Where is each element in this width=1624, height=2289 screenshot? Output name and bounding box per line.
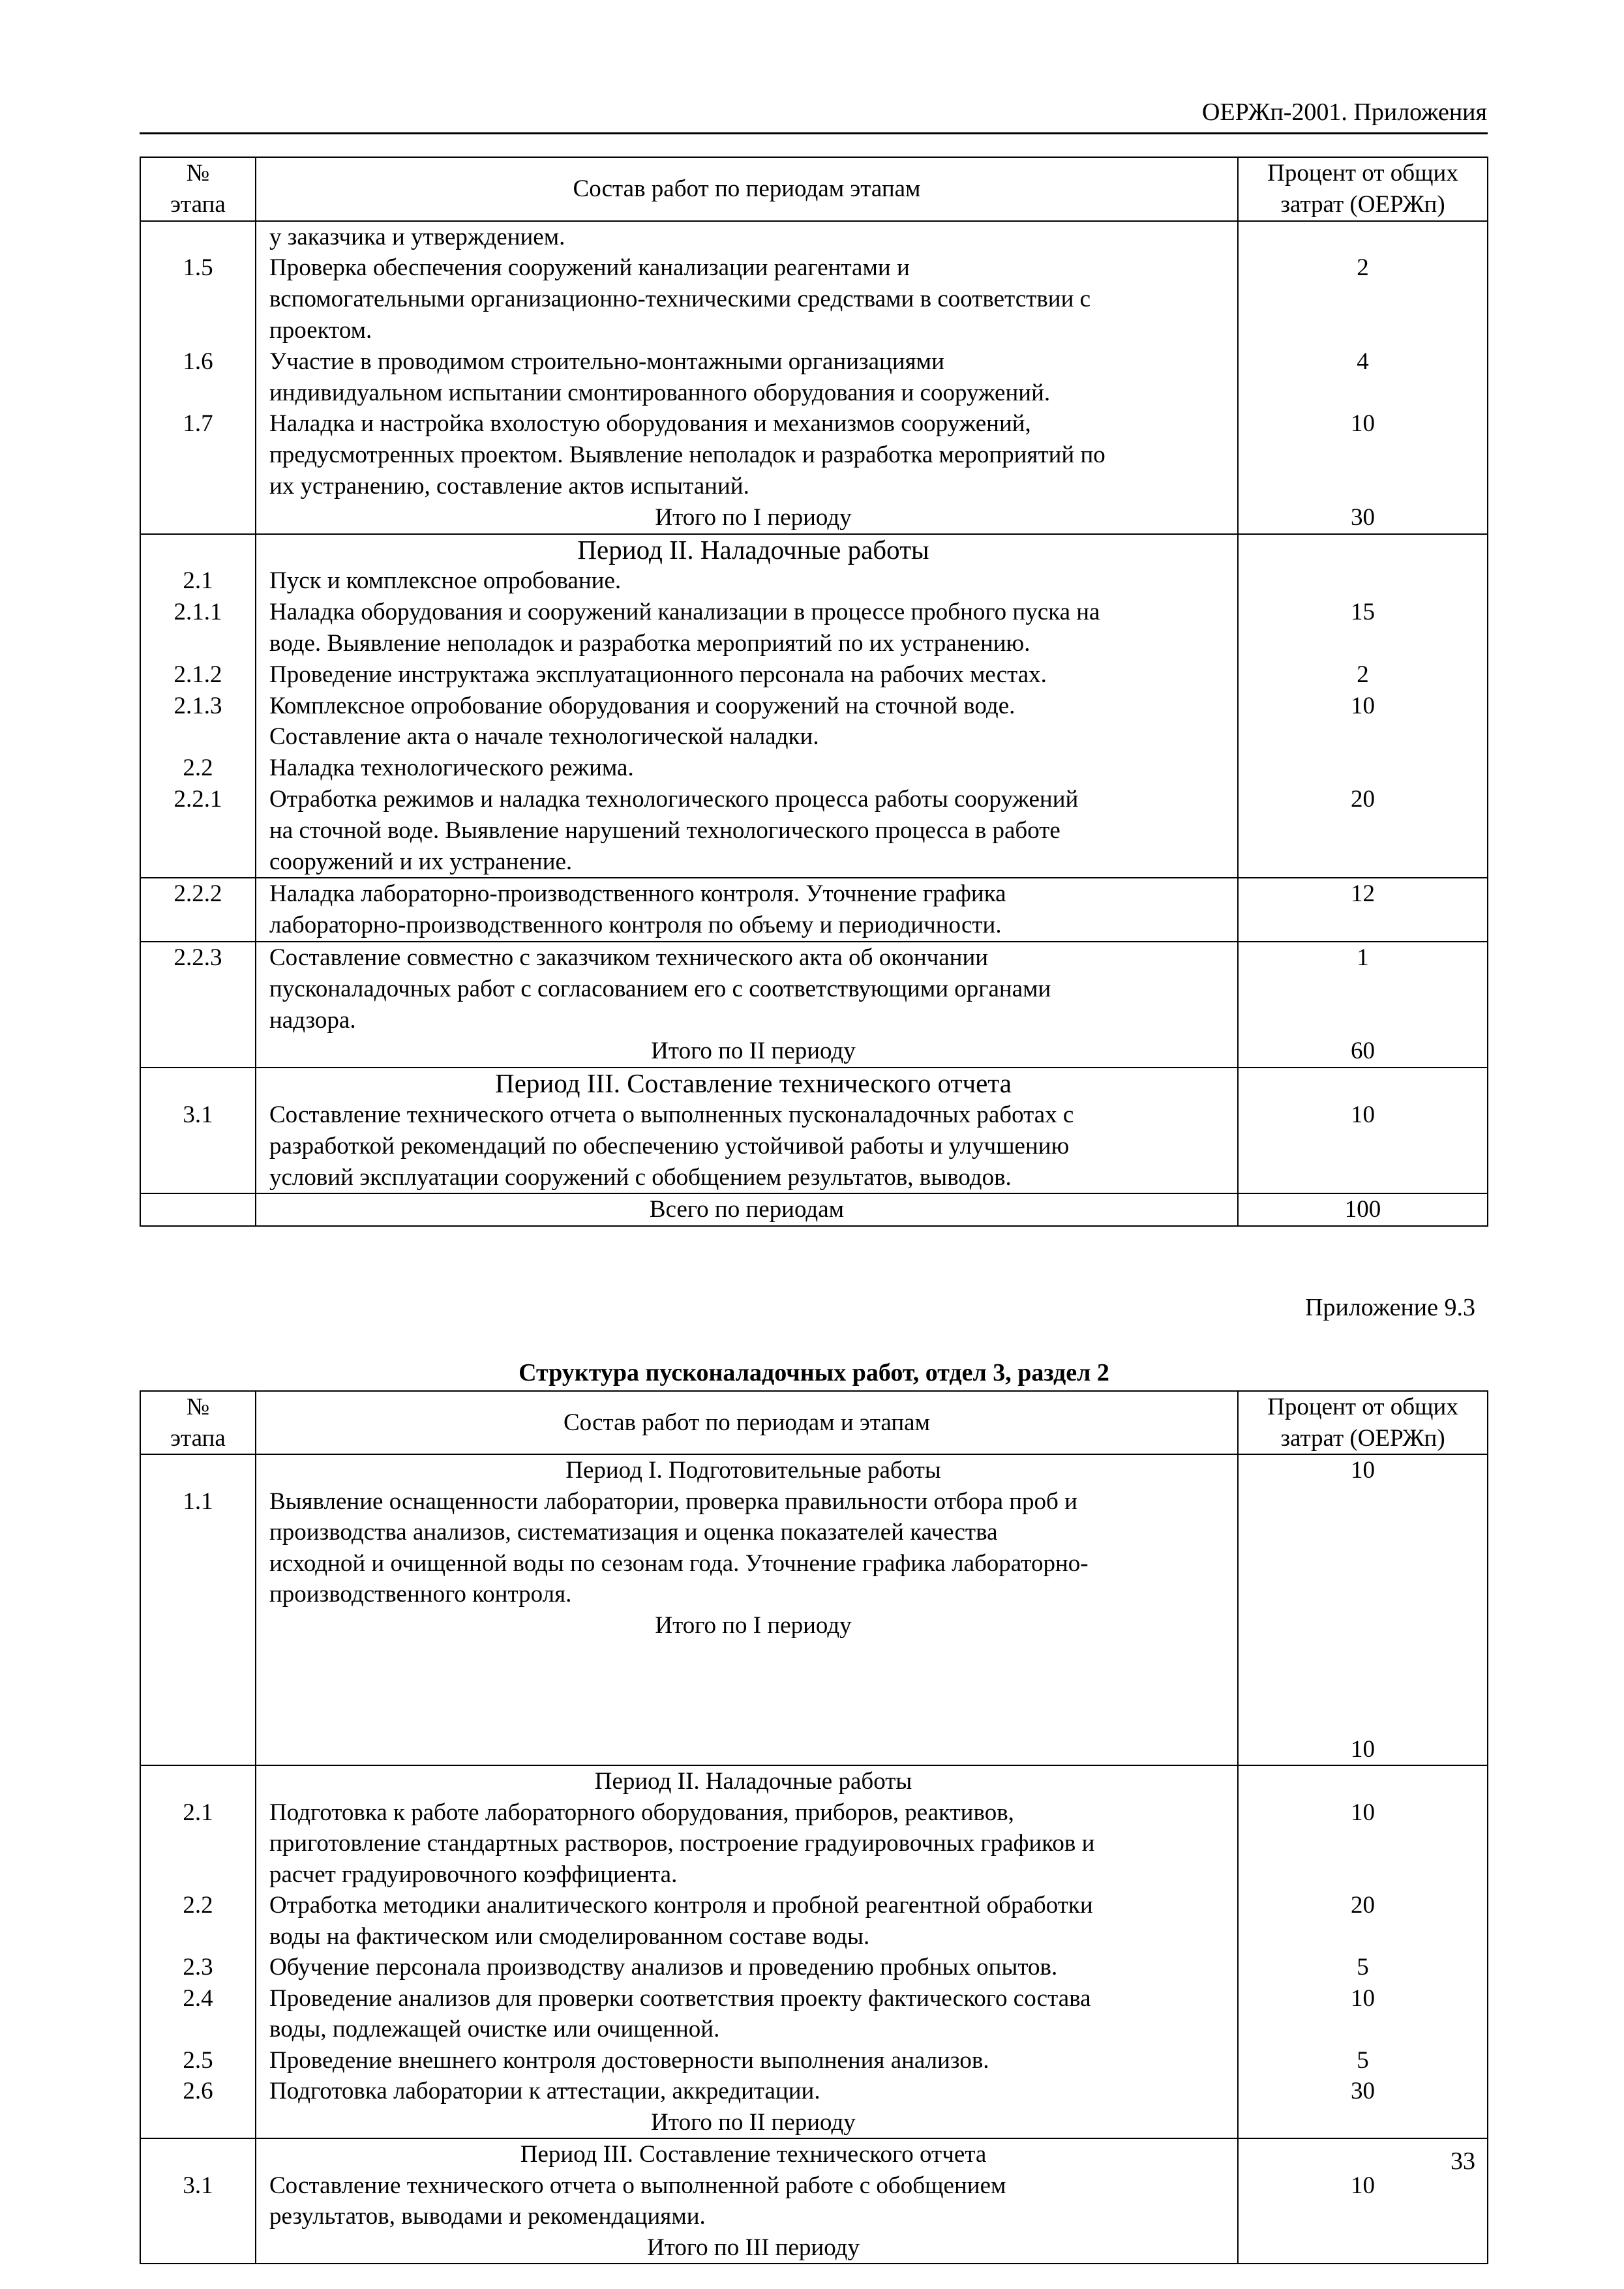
line — [141, 1579, 255, 1610]
line: предусмотренных проектом. Выявление неполадок и разработка мероприятий по — [269, 441, 1105, 469]
line: 2 — [1357, 661, 1369, 688]
line — [1239, 1548, 1487, 1579]
line — [141, 1859, 255, 1891]
header-rule — [140, 132, 1488, 134]
line: разработкой рекомендаций по обеспечению устойчивой работы и улучшению — [269, 1132, 1070, 1159]
line: Составление технического отчета о выполненной работе с обобщением — [269, 2172, 1006, 2199]
line: Участие в проводимом строительно-монтажными организациями — [269, 348, 944, 375]
line — [1239, 315, 1487, 346]
line — [141, 284, 255, 315]
header-stage-number: № этапа — [140, 157, 256, 221]
stage-numbers — [140, 1765, 256, 2138]
line: производственного контроля. — [269, 1581, 572, 1608]
line: 15 — [1351, 599, 1375, 626]
line: приготовление стандартных растворов, построение градуировочных графиков и — [269, 1830, 1095, 1857]
table-header-row — [140, 1391, 1488, 1454]
line: Наладка лабораторно-производственного контроля. Уточнение графика — [269, 880, 1006, 908]
line — [1239, 471, 1487, 502]
line — [1239, 628, 1487, 659]
stage-descriptions — [256, 1765, 1238, 2138]
stage-numbers — [140, 2138, 256, 2264]
line: 10 — [1351, 410, 1375, 438]
line — [141, 628, 255, 659]
line: Проведение анализов для проверки соответствия проекту фактического состава — [269, 1984, 1091, 2012]
line — [141, 378, 255, 409]
line — [1239, 1828, 1487, 1859]
line: 4 — [1357, 348, 1369, 375]
line — [1239, 721, 1487, 753]
line: Пуск и комплексное опробование. — [269, 567, 622, 595]
period-total-label: Итого по II периоду — [651, 1038, 856, 1065]
line: Проведение внешнего контроля достоверности выполнения анализов. — [269, 2046, 989, 2074]
line: Подготовка к работе лабораторного оборудования, приборов, реактивов, — [269, 1799, 1014, 1826]
line: Проверка обеспечения сооружений канализации реагентами и — [269, 254, 910, 282]
line: 1.1 — [183, 1488, 213, 1515]
stage-number: 2.2.3 — [173, 944, 222, 971]
line: Составление акта о начале технологической наладки. — [269, 723, 819, 751]
line: воде. Выявление неполадок и разработка мероприятий по их устранению. — [269, 629, 1030, 657]
line: Подготовка лаборатории к аттестации, аккредитации. — [269, 2078, 820, 2104]
line — [141, 1921, 255, 1952]
table-row — [140, 942, 1488, 1068]
stages-table-2 — [140, 1390, 1488, 2264]
period-1-section — [140, 1454, 1488, 1765]
stage-percent: 12 — [1351, 880, 1375, 908]
period-total-label: Итого по II периоду — [651, 2108, 856, 2136]
stage-numbers — [140, 221, 256, 534]
period-total-label: Итого по I периоду — [655, 1611, 852, 1639]
period-total-value: 60 — [1351, 1038, 1375, 1065]
line — [1239, 222, 1487, 253]
period-3-section — [140, 1068, 1488, 1193]
line: у заказчика и утверждением. — [269, 223, 565, 250]
line — [141, 1828, 255, 1859]
grand-total-row — [140, 1193, 1488, 1226]
line: Составление технического отчета о выполненных пусконаладочных работах с — [269, 1101, 1074, 1128]
line: 10 — [1351, 1984, 1375, 2012]
line — [1239, 284, 1487, 315]
table-title: Структура пусконаладочных работ, отдел 3, раздел 2 — [519, 1359, 1109, 1386]
period-title: Период III. Составление технического отчета — [520, 2141, 987, 2168]
line: 2.1 — [183, 1799, 213, 1826]
period-title: Период I. Подготовительные работы — [565, 1457, 941, 1484]
line: 5 — [1357, 2046, 1369, 2074]
line — [1239, 2201, 1487, 2232]
line: 2 — [1357, 254, 1369, 282]
stage-percents — [1238, 534, 1488, 878]
line: 2.6 — [183, 2078, 213, 2104]
line — [1239, 565, 1487, 597]
line: расчет градуировочного коэффициента. — [269, 1861, 678, 1888]
period-total-value: 30 — [1351, 503, 1375, 531]
line: 5 — [1357, 1954, 1369, 1981]
period-1-section — [140, 221, 1488, 534]
stage-descriptions — [256, 534, 1238, 878]
line — [1239, 815, 1487, 846]
line: 10 — [1351, 692, 1375, 719]
period-total-label: Итого по III периоду — [647, 2234, 860, 2261]
line: сооружений и их устранение. — [269, 848, 573, 875]
line: 1.7 — [183, 410, 213, 438]
line: 2.1 — [183, 567, 213, 595]
line: 20 — [1351, 785, 1375, 813]
stage-description — [256, 878, 1238, 942]
stages-table-1 — [140, 157, 1488, 1227]
line — [141, 1548, 255, 1579]
line — [141, 815, 255, 846]
line — [1239, 378, 1487, 409]
line: на сточной воде. Выявление нарушений технологического процесса в работе — [269, 816, 1060, 844]
grand-total-label: Всего по периодам — [649, 1196, 845, 1223]
line — [141, 1517, 255, 1548]
line: Наладка и настройка вхолостую оборудования и механизмов сооружений, — [269, 410, 1031, 438]
period-title: Период III. Составление технического отчета — [495, 1068, 1012, 1099]
line: производства анализов, систематизация и оценка показателей качества — [269, 1519, 998, 1546]
line — [141, 222, 255, 253]
line: 10 — [1351, 1799, 1375, 1826]
line: вспомогательными организационно-техническими средствами в соответствии с — [269, 286, 1091, 313]
line: 2.4 — [183, 1984, 213, 2012]
header-work-composition: Состав работ по периодам и этапам — [256, 1391, 1238, 1454]
line: 1.6 — [183, 348, 213, 375]
period-3-section — [140, 2138, 1488, 2264]
line: 2.1.2 — [173, 661, 222, 688]
line: Комплексное опробование оборудования и сооружений на сточной воде. — [269, 692, 1015, 719]
line — [1239, 753, 1487, 784]
line — [1239, 1486, 1487, 1518]
line: Проведение инструктажа эксплуатационного персонала на рабочих местах. — [269, 661, 1047, 688]
period-title: Период II. Наладочные работы — [594, 1768, 912, 1795]
header-stage-number: № этапа — [140, 1391, 256, 1454]
stage-numbers — [140, 1454, 256, 1765]
line: 3.1 — [183, 2172, 213, 2199]
line — [141, 471, 255, 502]
period-total-label: Итого по I периоду — [655, 503, 852, 531]
line — [1239, 1517, 1487, 1548]
line: Отработка методики аналитического контроля и пробной реагентной обработки — [269, 1892, 1093, 1919]
stage-percent: 10 — [1351, 1101, 1375, 1128]
grand-total-value: 100 — [1344, 1196, 1381, 1223]
line — [1239, 1921, 1487, 1952]
stage-percents — [1238, 1765, 1488, 2138]
stage-percents — [1238, 1454, 1488, 1765]
line: 2.1.1 — [173, 599, 222, 626]
line: 2.2 — [183, 755, 213, 782]
line — [141, 721, 255, 753]
table-row — [140, 878, 1488, 942]
line: условий эксплуатации сооружений с обобщением результатов, выводов. — [269, 1163, 1012, 1191]
stage-percents — [1238, 221, 1488, 534]
period-2-section — [140, 534, 1488, 878]
stage-numbers — [140, 534, 256, 878]
period-2-section — [140, 1765, 1488, 2138]
line — [141, 2201, 255, 2232]
line: Наладка технологического режима. — [269, 755, 634, 782]
line: 10 — [1351, 2172, 1375, 2199]
header-percent: Процент от общих затрат (ОЕРЖп) — [1238, 157, 1488, 221]
line: исходной и очищенной воды по сезонам года. Уточнение графика лабораторно- — [269, 1549, 1089, 1577]
line: пусконаладочных работ с согласованием его с соответствующими органами — [269, 975, 1051, 1002]
stage-descriptions — [256, 2138, 1238, 2264]
line — [141, 440, 255, 471]
period-title: Период II. Наладочные работы — [577, 534, 929, 565]
line: Обучение персонала производству анализов и проведению пробных опытов. — [269, 1954, 1058, 1981]
line: 20 — [1351, 1892, 1375, 1919]
line: Выявление оснащенности лаборатории, проверка правильности отбора проб и — [269, 1488, 1077, 1515]
header-percent: Процент от общих затрат (ОЕРЖп) — [1238, 1391, 1488, 1454]
line: воды, подлежащей очистке или очищенной. — [269, 2016, 720, 2042]
stage-number: 3.1 — [183, 1101, 213, 1128]
line: их устранению, составление актов испытаний. — [269, 472, 749, 500]
stage-descriptions — [256, 1068, 1238, 1193]
stage-percent: 1 — [1357, 944, 1369, 971]
stage-descriptions — [256, 221, 1238, 534]
line — [141, 315, 255, 346]
line: Отработка режимов и наладка технологического процесса работы сооружений — [269, 785, 1079, 813]
line — [1239, 440, 1487, 471]
line: 30 — [1351, 2078, 1375, 2104]
line: лабораторно-производственного контроля по объему и периодичности. — [269, 912, 1002, 939]
line: надзора. — [269, 1006, 356, 1034]
appendix-label: Приложение 9.3 — [1305, 1294, 1475, 1321]
line: Наладка оборудования и сооружений канализации в процессе пробного пуска на — [269, 599, 1100, 626]
stage-number: 2.2.2 — [173, 880, 222, 908]
line — [1239, 1859, 1487, 1891]
line: 2.1.3 — [173, 692, 222, 719]
stage-descriptions — [256, 1454, 1238, 1765]
running-header: ОЕРЖп-2001. Приложения — [1201, 98, 1487, 126]
line: индивидуальном испытании смонтированного оборудования и сооружений. — [269, 379, 1051, 406]
period-total-value: 10 — [1351, 1735, 1375, 1763]
line: 1.5 — [183, 254, 213, 282]
line: результатов, выводами и рекомендациями. — [269, 2203, 706, 2230]
stage-description — [256, 942, 1238, 1068]
line: 10 — [1351, 1457, 1375, 1484]
line — [141, 2014, 255, 2045]
table-header-row — [140, 157, 1488, 221]
line — [141, 846, 255, 878]
line: 2.5 — [183, 2046, 213, 2074]
line: 2.2 — [183, 1892, 213, 1919]
line: 2.2.1 — [173, 785, 222, 813]
page-number: 33 — [1451, 2147, 1475, 2175]
line: проектом. — [269, 316, 372, 344]
header-work-composition: Состав работ по периодам этапам — [256, 157, 1238, 221]
line: Составление совместно с заказчиком технического акта об окончании — [269, 944, 989, 971]
line — [1239, 2014, 1487, 2045]
line: 2.3 — [183, 1954, 213, 1981]
line: воды на фактическом или смоделированном составе воды. — [269, 1922, 870, 1950]
line — [1239, 846, 1487, 878]
